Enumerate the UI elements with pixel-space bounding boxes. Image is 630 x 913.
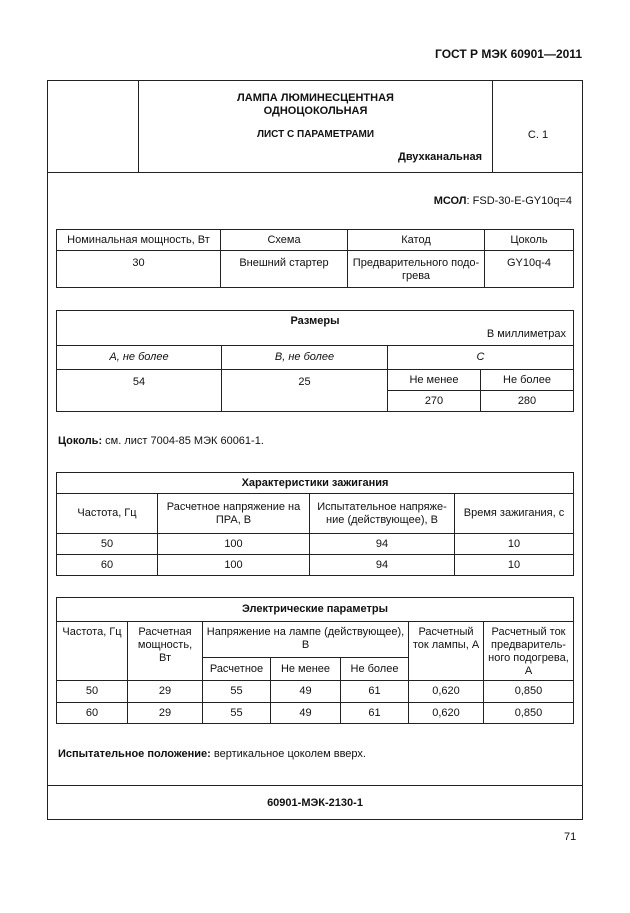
test-position-note: Испытательное положение: вертикальное цоколем вверх. [58, 748, 366, 760]
page-number: 71 [564, 831, 577, 843]
footer-code: 60901-МЭК-2130-1 [267, 797, 363, 809]
title-line2: ОДНОЦОКОЛЬНАЯ [263, 105, 368, 117]
table-cell: Расчетная мощность, Вт [128, 622, 203, 681]
table-cell: 30 [57, 251, 221, 288]
table-cell: 94 [310, 555, 455, 576]
table-cell: Не менее [271, 658, 341, 681]
table-cell: 270 [388, 391, 481, 412]
table-cell: 49 [271, 681, 341, 703]
table-cell: 10 [455, 555, 574, 576]
table-cell: 29 [128, 681, 203, 703]
table-cell: Частота, Гц [57, 622, 128, 681]
table-cell: Цоколь [485, 230, 574, 251]
table-cell: Не менее [388, 370, 481, 391]
table-cell: 61 [341, 703, 409, 724]
table-cell: 100 [158, 555, 310, 576]
table-cell: Предварительного подо- грева [348, 251, 485, 288]
table-cell: Испытательное напряже-ние (действующее), В [310, 494, 455, 534]
table-cell: 29 [128, 703, 203, 724]
table-cell: 50 [57, 681, 128, 703]
dimensions-table [56, 310, 574, 412]
table-cell: Электрические параметры [57, 598, 574, 622]
table-cell: 60 [57, 555, 158, 576]
table-cell: Напряжение на лампе (действующее), В [203, 622, 409, 658]
table-cell: 54 [57, 370, 222, 412]
table-cell: C [388, 346, 574, 370]
table-cell: 10 [455, 534, 574, 555]
table-cell: 0,850 [484, 681, 574, 703]
table-cell: Размеры В миллиметрах [57, 311, 574, 346]
table-cell: Расчетное напряжение на ПРА, В [158, 494, 310, 534]
table-cell: Частота, Гц [57, 494, 158, 534]
sheet-title: ЛИСТ С ПАРАМЕТРАМИ [256, 129, 375, 140]
table-cell: Расчетный ток предваритель-ного подогрева, А [484, 622, 574, 681]
mcol: МСОЛ: FSD-30-E-GY10q=4 [433, 195, 572, 207]
divider [47, 172, 583, 173]
table-cell: A, не более [57, 346, 222, 370]
table-cell: Не более [481, 370, 574, 391]
table-cell: 49 [271, 703, 341, 724]
table-cell: 50 [57, 534, 158, 555]
table-cell: Характеристики зажигания [57, 473, 574, 494]
page-ref: С. 1 [527, 129, 549, 141]
main-table [56, 229, 574, 288]
table-cell: 94 [310, 534, 455, 555]
table-cell: 60 [57, 703, 128, 724]
standard-code: ГОСТ Р МЭК 60901—2011 [435, 47, 582, 61]
table-cell: 61 [341, 681, 409, 703]
table-cell: Катод [348, 230, 485, 251]
title-line1: ЛАМПА ЛЮМИНЕСЦЕНТНАЯ [237, 92, 394, 104]
table-cell: GY10q-4 [485, 251, 574, 288]
electrical-table [56, 597, 574, 724]
table-cell: 100 [158, 534, 310, 555]
table-cell: 0,620 [409, 703, 484, 724]
table-cell: Расчетное [203, 658, 271, 681]
table-cell: 0,850 [484, 703, 574, 724]
table-cell: Схема [221, 230, 348, 251]
table-cell: 25 [222, 370, 388, 412]
table-cell: Внешний стартер [221, 251, 348, 288]
ignition-table [56, 472, 574, 576]
divider [47, 785, 583, 786]
table-cell: B, не более [222, 346, 388, 370]
table-cell: Номинальная мощность, Вт [57, 230, 221, 251]
table-cell: Не более [341, 658, 409, 681]
table-cell: 0,620 [409, 681, 484, 703]
table-cell: Время зажигания, с [455, 494, 574, 534]
divider [492, 80, 493, 172]
table-cell: 280 [481, 391, 574, 412]
base-note: Цоколь: см. лист 7004-85 МЭК 60061-1. [58, 435, 264, 447]
table-cell: 55 [203, 703, 271, 724]
title [139, 92, 492, 118]
table-cell: 55 [203, 681, 271, 703]
table-cell: Расчетный ток лампы, А [409, 622, 484, 681]
lamp-type: Двухканальная [397, 151, 482, 163]
